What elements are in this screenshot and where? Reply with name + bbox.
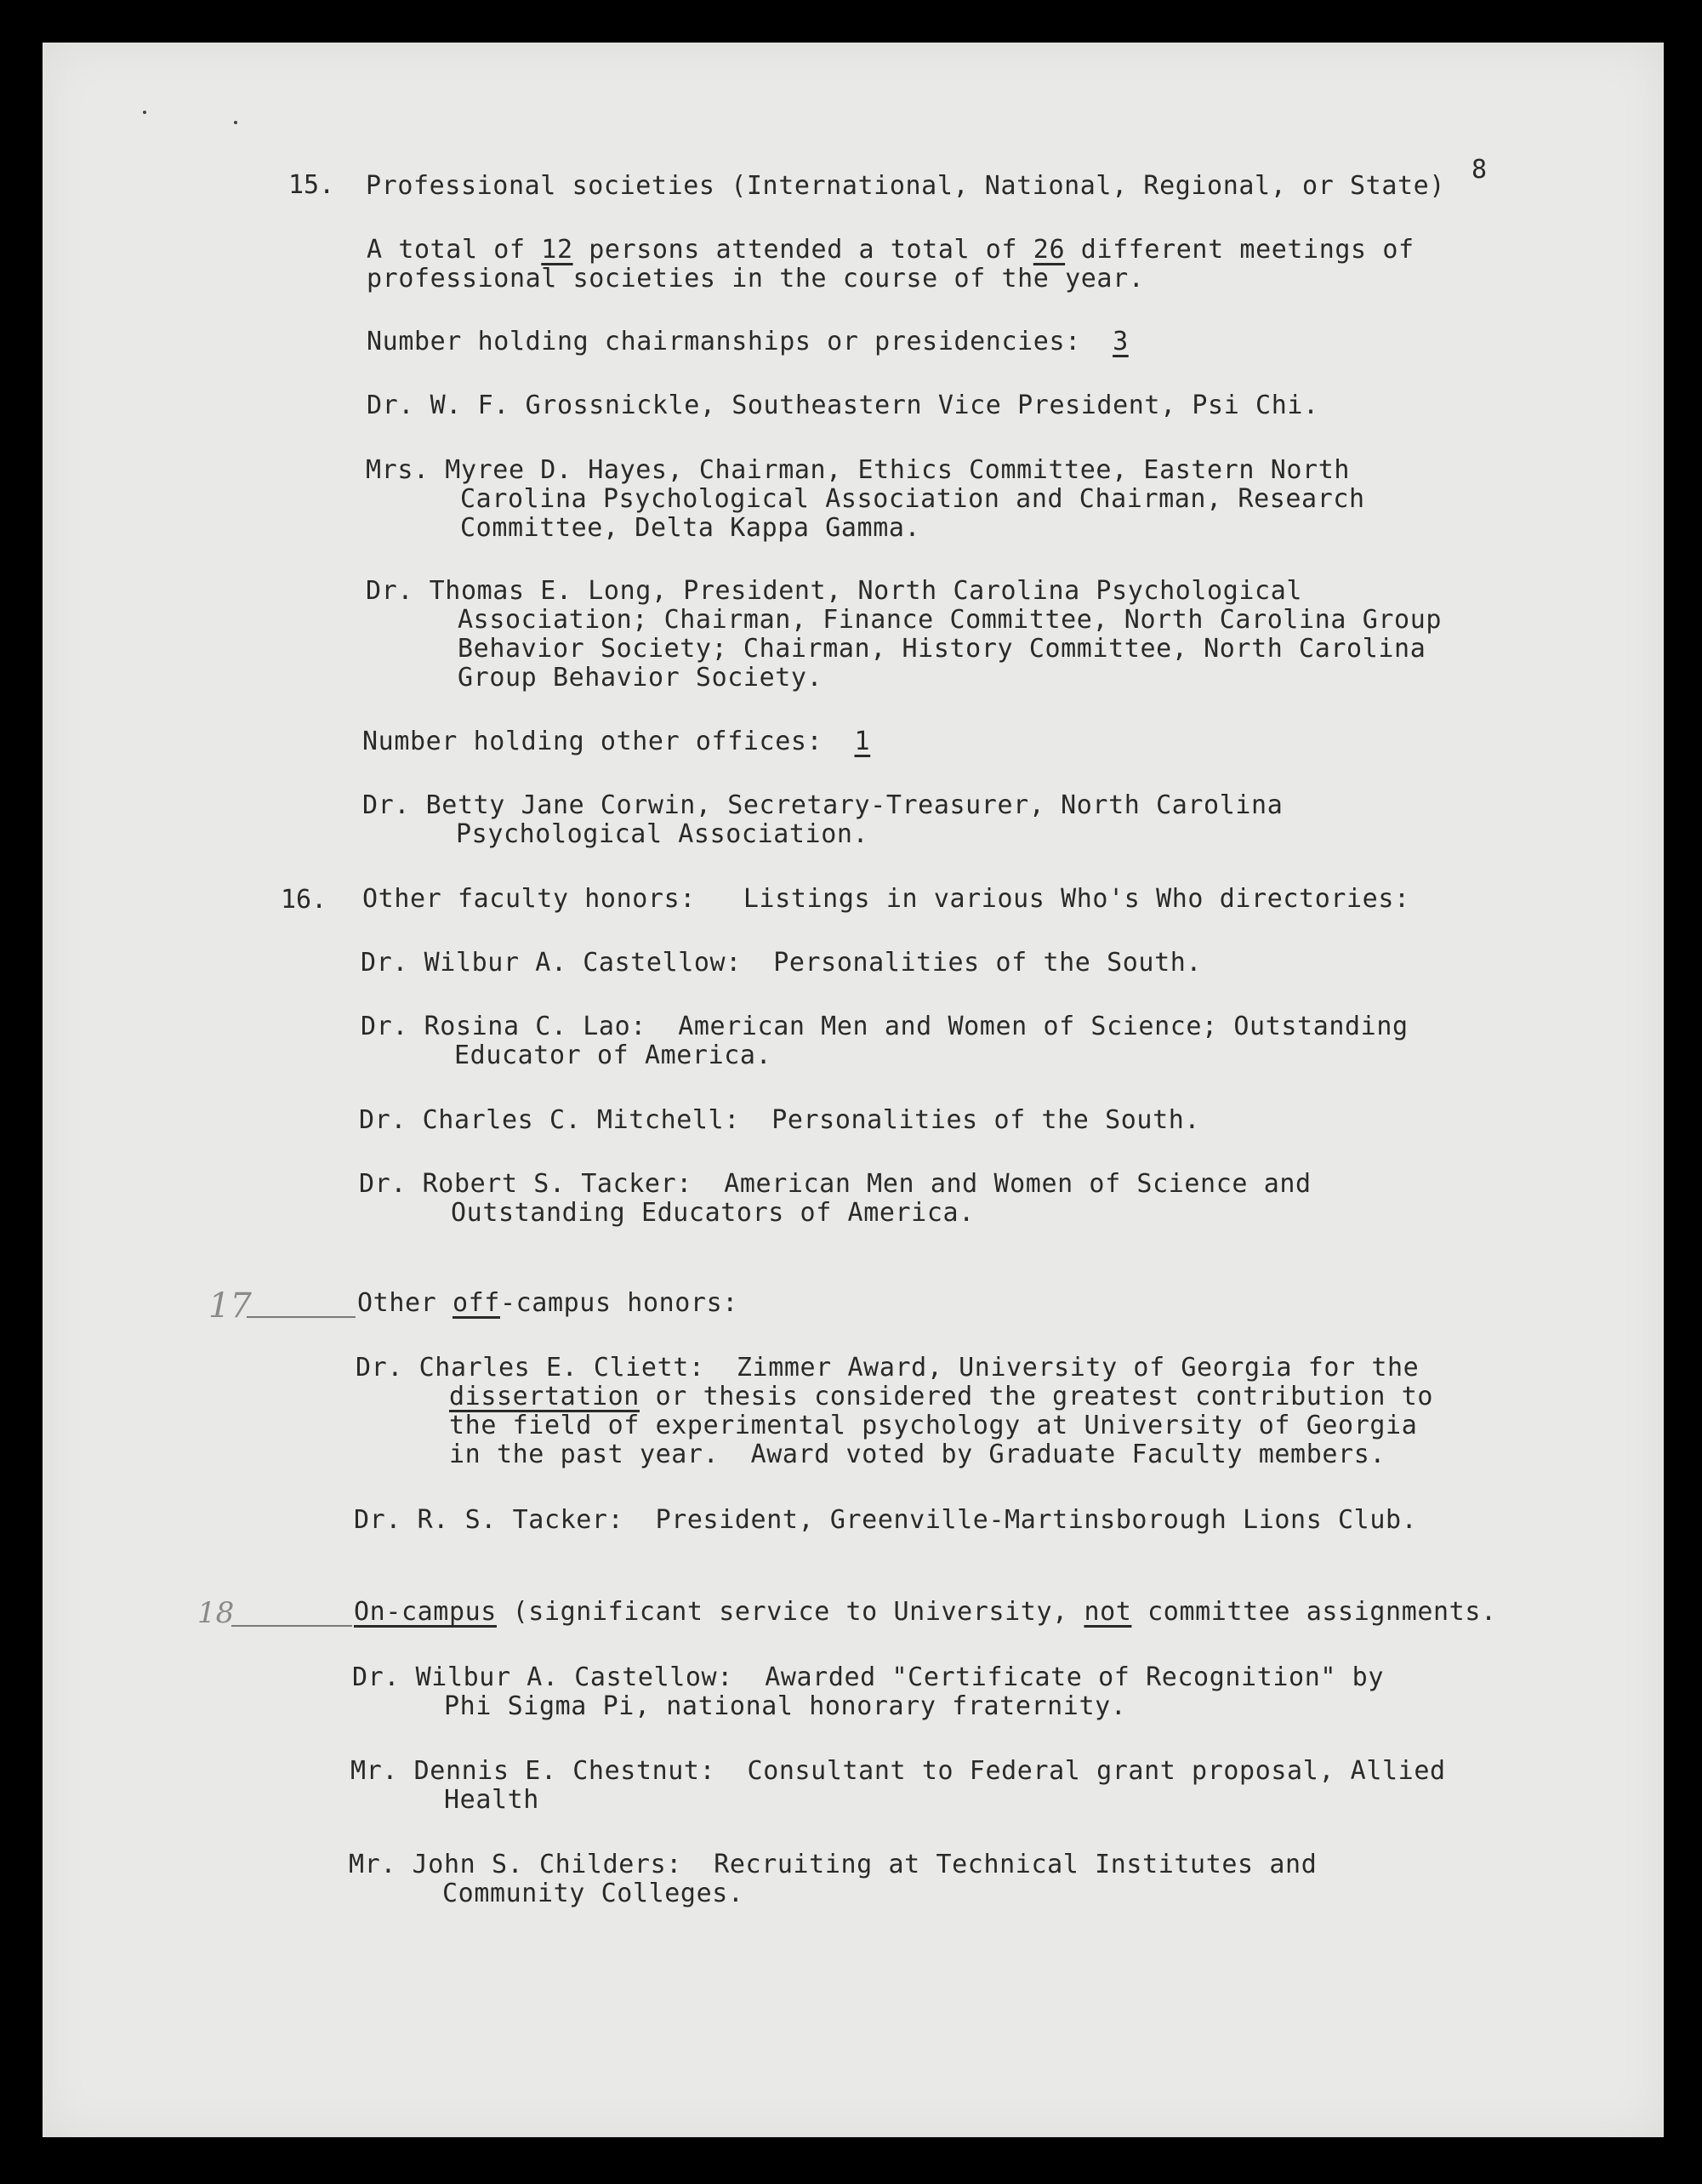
offcampus-entry: Dr. R. S. Tacker: President, Greenville-Martinsborough Lions Club. (354, 1505, 1418, 1535)
text-run: or thesis considered the greatest contribution to (639, 1382, 1434, 1411)
oncampus-entry-cont: Community Colleges. (442, 1879, 744, 1908)
officer-entry-cont: Association; Chairman, Finance Committee, North Carolina Group (458, 605, 1443, 635)
text-run: (significant service to University, (496, 1597, 1084, 1627)
section-18-heading (354, 1598, 1497, 1627)
attendance-line-1 (367, 236, 1415, 265)
offcampus-entry-cont: in the past year. Award voted by Graduate Faculty members. (449, 1440, 1386, 1469)
chairmanships-count: 3 (1113, 327, 1129, 356)
page-number: 8 (1471, 155, 1488, 185)
handwritten-17: 17 (208, 1286, 252, 1326)
oncampus-entry-cont: Health (444, 1785, 539, 1815)
officer-entry: Mrs. Myree D. Hayes, Chairman, Ethics Committee, Eastern North (366, 455, 1351, 485)
handwritten-line (231, 1625, 352, 1627)
oncampus-entry: Dr. Wilbur A. Castellow: Awarded "Certificate of Recognition" by (352, 1662, 1384, 1692)
scan-speck (143, 111, 146, 114)
handwritten-line (247, 1316, 356, 1318)
persons-count: 12 (541, 235, 573, 265)
officer-entry-cont: Psychological Association. (456, 819, 869, 849)
officer-entry: Dr. W. F. Grossnickle, Southeastern Vice President, Psi Chi. (367, 391, 1319, 420)
text-run: Other (357, 1288, 453, 1318)
officer-entry-cont: Carolina Psychological Association and Chairman, Research (460, 484, 1365, 514)
oncampus-entry: Mr. Dennis E. Chestnut: Consultant to Federal grant proposal, Allied (350, 1756, 1446, 1786)
text-run-underlined: On-campus (354, 1597, 497, 1627)
offcampus-entry-cont (449, 1383, 1433, 1411)
text-run: different meetings of (1065, 235, 1415, 265)
section-15-number: 15. (288, 170, 335, 200)
chairmanships-label: Number holding chairmanships or presidencies: (367, 327, 1113, 356)
other-offices-line (362, 727, 870, 756)
officer-entry-cont: Behavior Society; Chairman, History Committee, North Carolina (458, 634, 1426, 664)
text-run: -campus honors: (499, 1288, 738, 1318)
meetings-count: 26 (1033, 235, 1066, 265)
oncampus-entry-cont: Phi Sigma Pi, national honorary fraternity. (444, 1691, 1127, 1721)
text-run-underlined: dissertation (449, 1382, 640, 1411)
handwritten-18: 18 (197, 1596, 235, 1630)
officer-entry: Dr. Betty Jane Corwin, Secretary-Treasurer, North Carolina (362, 790, 1284, 820)
honor-entry: Dr. Rosina C. Lao: American Men and Women of Science; Outstanding (361, 1012, 1409, 1041)
text-run: persons attended a total of (572, 235, 1033, 265)
text-run: committee assignments. (1131, 1597, 1497, 1627)
officer-entry: Dr. Thomas E. Long, President, North Carolina Psychological (366, 576, 1303, 606)
offcampus-entry-cont: the field of experimental psychology at University of Georgia (449, 1411, 1418, 1440)
section-16-heading: Other faculty honors: Listings in various Who's Who directories: (362, 884, 1410, 914)
honor-entry: Dr. Robert S. Tacker: American Men and Women of Science and (359, 1169, 1312, 1199)
officer-entry-cont: Committee, Delta Kappa Gamma. (460, 513, 921, 543)
section-16-number: 16. (281, 885, 327, 915)
honor-entry-cont: Outstanding Educators of America. (451, 1198, 975, 1228)
honor-entry: Dr. Charles C. Mitchell: Personalities of the South. (359, 1105, 1201, 1135)
offcampus-entry: Dr. Charles E. Cliett: Zimmer Award, University of Georgia for the (356, 1353, 1420, 1383)
text-run-underlined: off (452, 1288, 500, 1318)
other-offices-count: 1 (854, 727, 871, 756)
honor-entry-cont: Educator of America. (454, 1041, 772, 1070)
text-run-underlined: not (1084, 1597, 1132, 1627)
other-offices-label: Number holding other offices: (362, 727, 855, 756)
officer-entry-cont: Group Behavior Society. (458, 663, 823, 693)
scan-speck (234, 121, 237, 124)
attendance-line-2: professional societies in the course of the year. (367, 264, 1145, 294)
section-15-heading: Professional societies (International, National, Regional, or State) (366, 171, 1445, 201)
document-page (43, 43, 1664, 2137)
honor-entry: Dr. Wilbur A. Castellow: Personalities of the South. (361, 948, 1203, 978)
oncampus-entry: Mr. John S. Childers: Recruiting at Technical Institutes and (349, 1850, 1318, 1879)
chairmanships-line (367, 328, 1129, 356)
section-17-heading (357, 1289, 738, 1318)
text-run: A total of (367, 235, 542, 265)
